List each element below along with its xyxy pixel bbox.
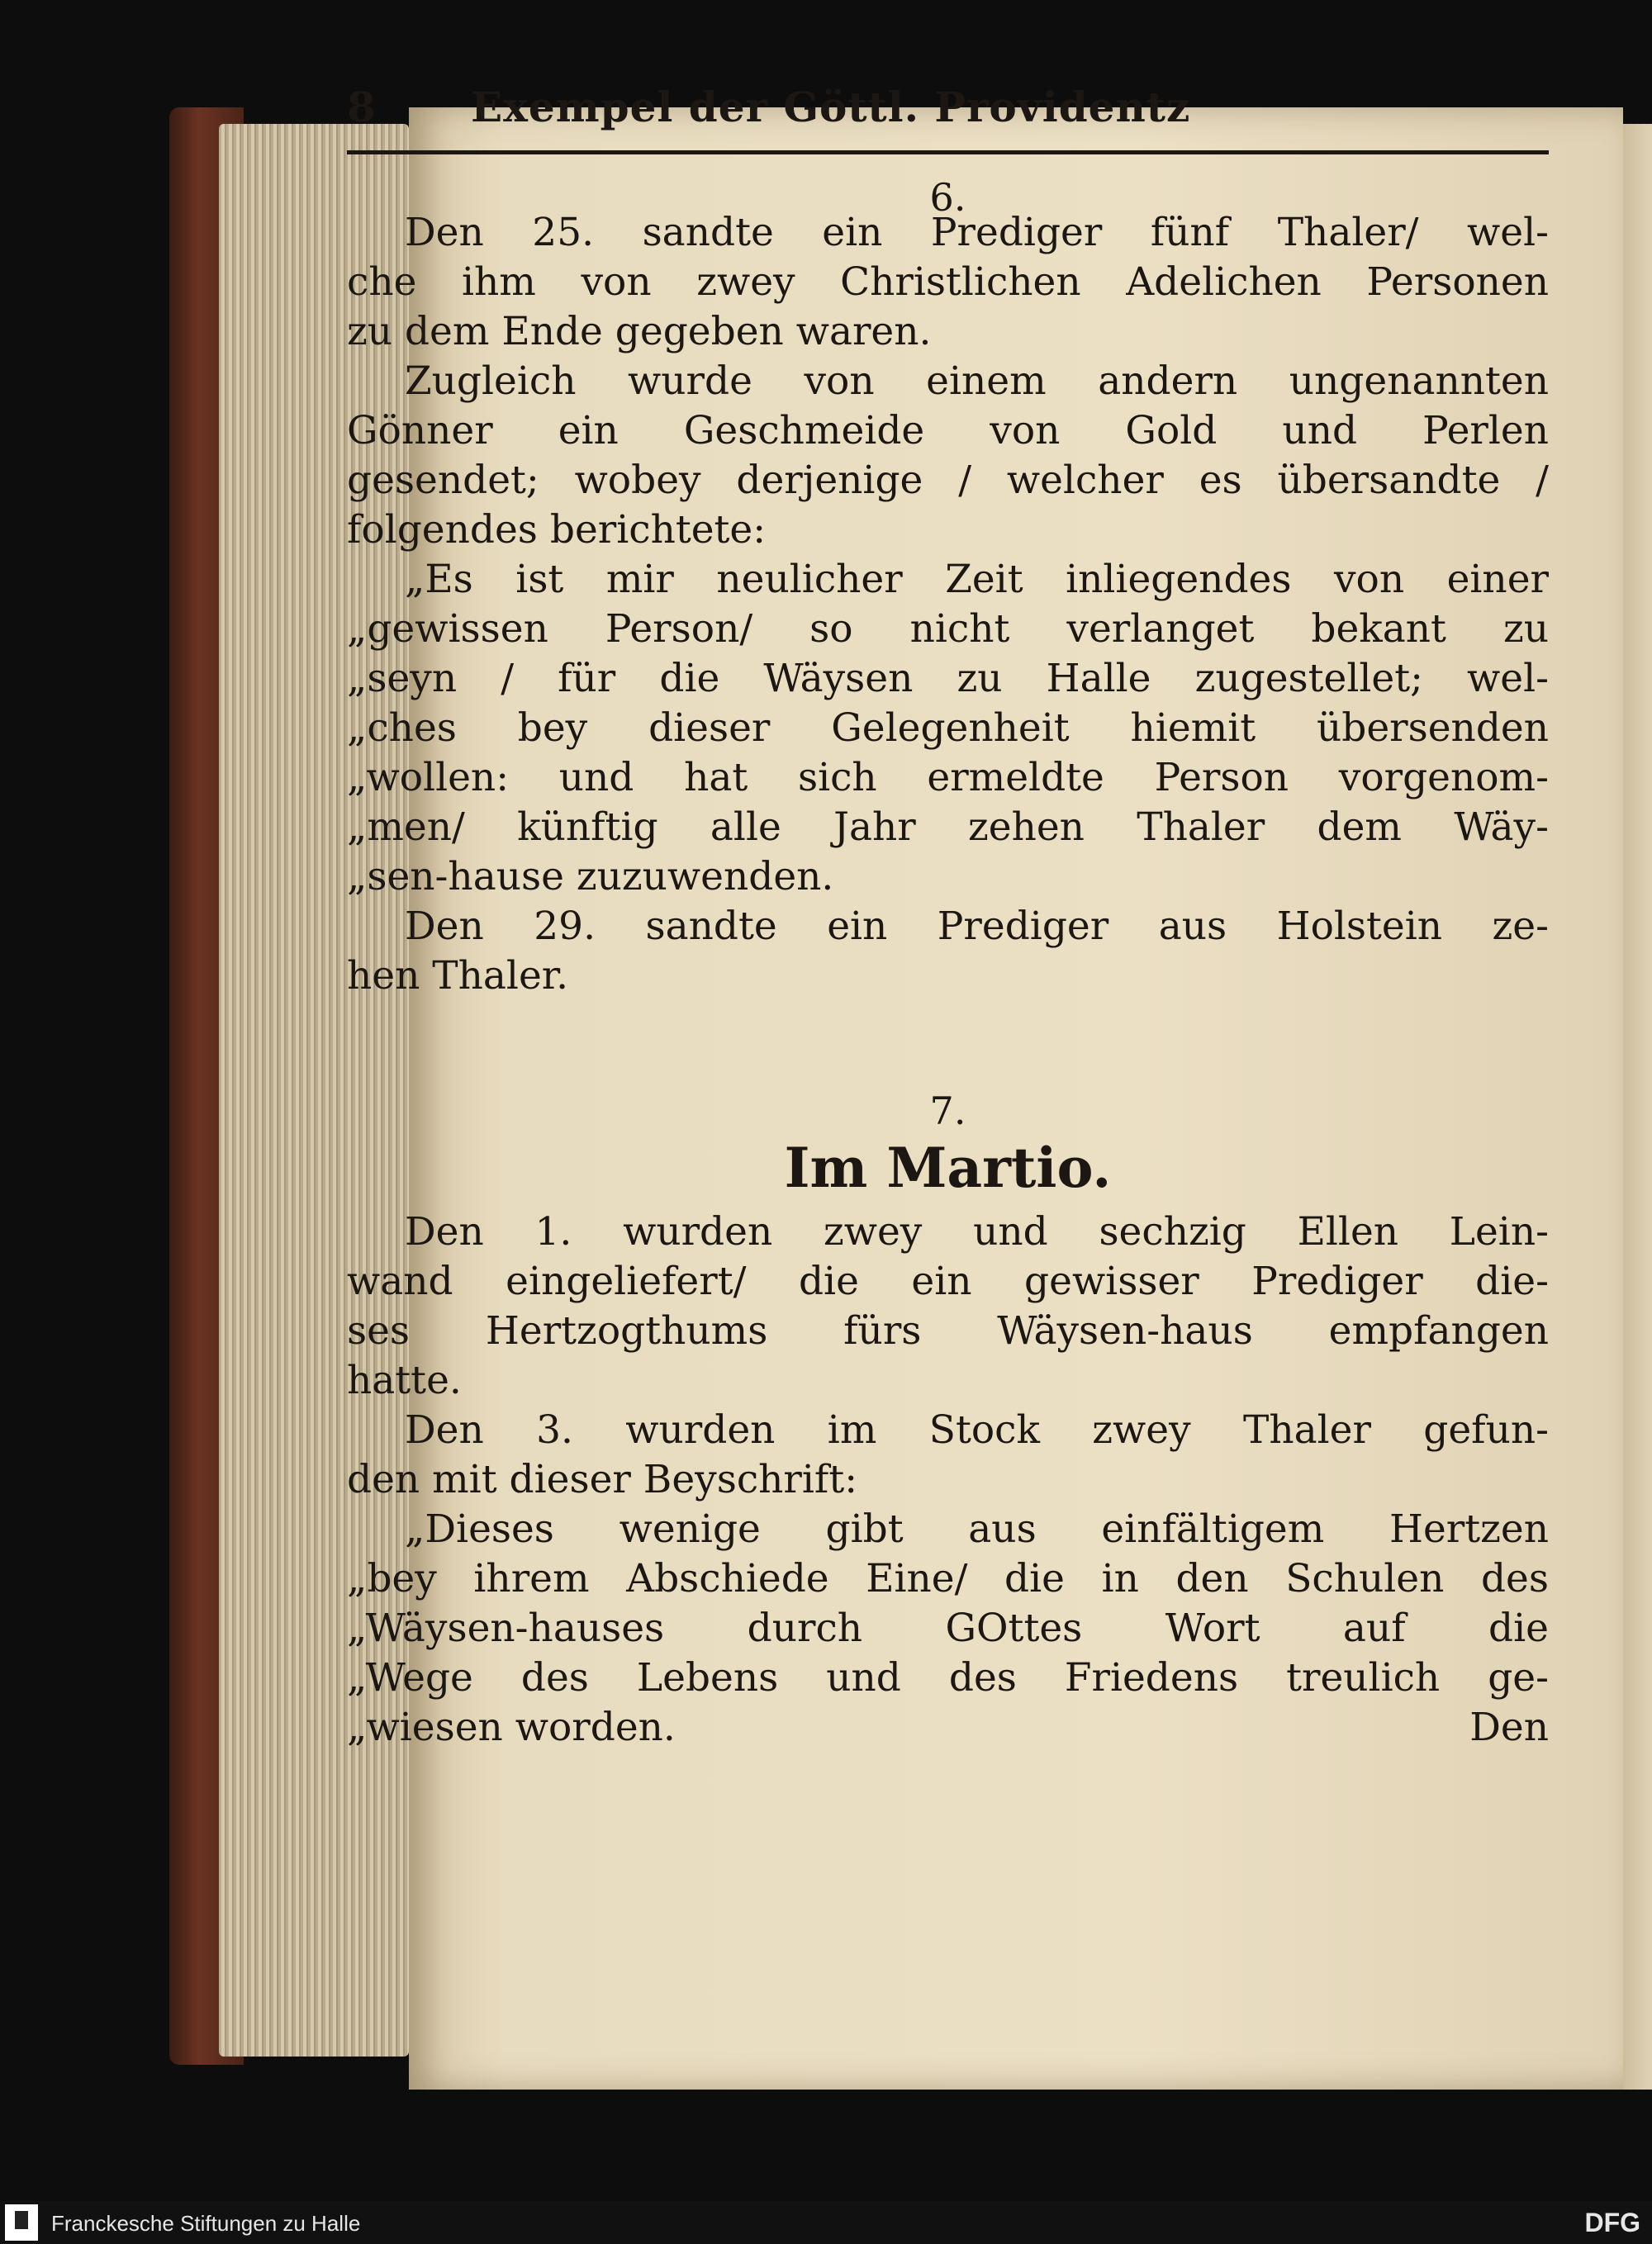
text-line: Den 25. sandte ein Prediger fünf Thaler/ wel- (405, 210, 1549, 255)
text-line: „wiesen worden. (347, 1705, 676, 1750)
facing-page-edge (1623, 124, 1652, 2090)
text-line: hatte. (347, 1358, 462, 1403)
section-number: 7. (929, 1089, 966, 1133)
dfg-logo: DFG (1584, 2208, 1640, 2237)
text-line: „ches bey dieser Gelegenheit hiemit übersenden (347, 705, 1549, 751)
text-line: „Wäysen-hauses durch GOttes Wort auf die (347, 1606, 1549, 1651)
text-line: Gönner ein Geschmeide von Gold und Perlen (347, 408, 1549, 453)
page-number: 8 (347, 83, 376, 131)
institution-logo-icon (5, 2204, 38, 2241)
text-line: „Es ist mir neulicher Zeit inliegendes von einer (405, 557, 1549, 602)
text-line: „wollen: und hat sich ermeldte Person vorgenom- (347, 755, 1549, 800)
text-line: „gewissen Person/ so nicht verlanget bekant zu (347, 606, 1549, 652)
header-rule (347, 150, 1549, 154)
section-number: 6. (929, 175, 966, 220)
text-line: „Wege des Lebens und des Friedens treulich ge- (347, 1655, 1549, 1701)
text-line: Zugleich wurde von einem andern ungenannten (405, 358, 1549, 404)
text-line: den mit dieser Beyschrift: (347, 1457, 858, 1502)
text-line: folgendes berichtete: (347, 507, 767, 553)
text-line: „seyn / für die Wäysen zu Halle zugestellet; wel- (347, 656, 1549, 701)
section-heading: Im Martio. (784, 1136, 1112, 1200)
text-line: Den 29. sandte ein Prediger aus Holstein ze- (405, 904, 1549, 949)
text-line: che ihm von zwey Christlichen Adelichen Personen (347, 259, 1549, 305)
text-line: zu dem Ende gegeben waren. (347, 309, 932, 354)
institution-label: Franckesche Stiftungen zu Halle (51, 2211, 361, 2236)
running-header (347, 83, 1549, 149)
text-line: ses Hertzogthums fürs Wäysen-haus empfangen (347, 1308, 1549, 1354)
text-line: Den 3. wurden im Stock zwey Thaler gefun- (405, 1407, 1549, 1453)
text-line: wand eingeliefert/ die ein gewisser Prediger die- (347, 1259, 1549, 1304)
catchword: Den (1469, 1705, 1549, 1750)
text-line: „men/ künftig alle Jahr zehen Thaler dem Wäy- (347, 804, 1549, 850)
text-line: „sen-hause zuzuwenden. (347, 854, 834, 899)
text-line: gesendet; wobey derjenige / welcher es übersandte / (347, 458, 1549, 503)
text-line: Den 1. wurden zwey und sechzig Ellen Lein- (405, 1209, 1549, 1255)
viewer-footer (0, 2201, 1652, 2244)
text-line: hen Thaler. (347, 953, 569, 999)
text-line: „Dieses wenige gibt aus einfältigem Hertzen (405, 1506, 1549, 1552)
running-title: Exempel der Göttl. Providentz (471, 83, 1191, 131)
text-line: „bey ihrem Abschiede Eine/ die in den Schulen des (347, 1556, 1549, 1601)
